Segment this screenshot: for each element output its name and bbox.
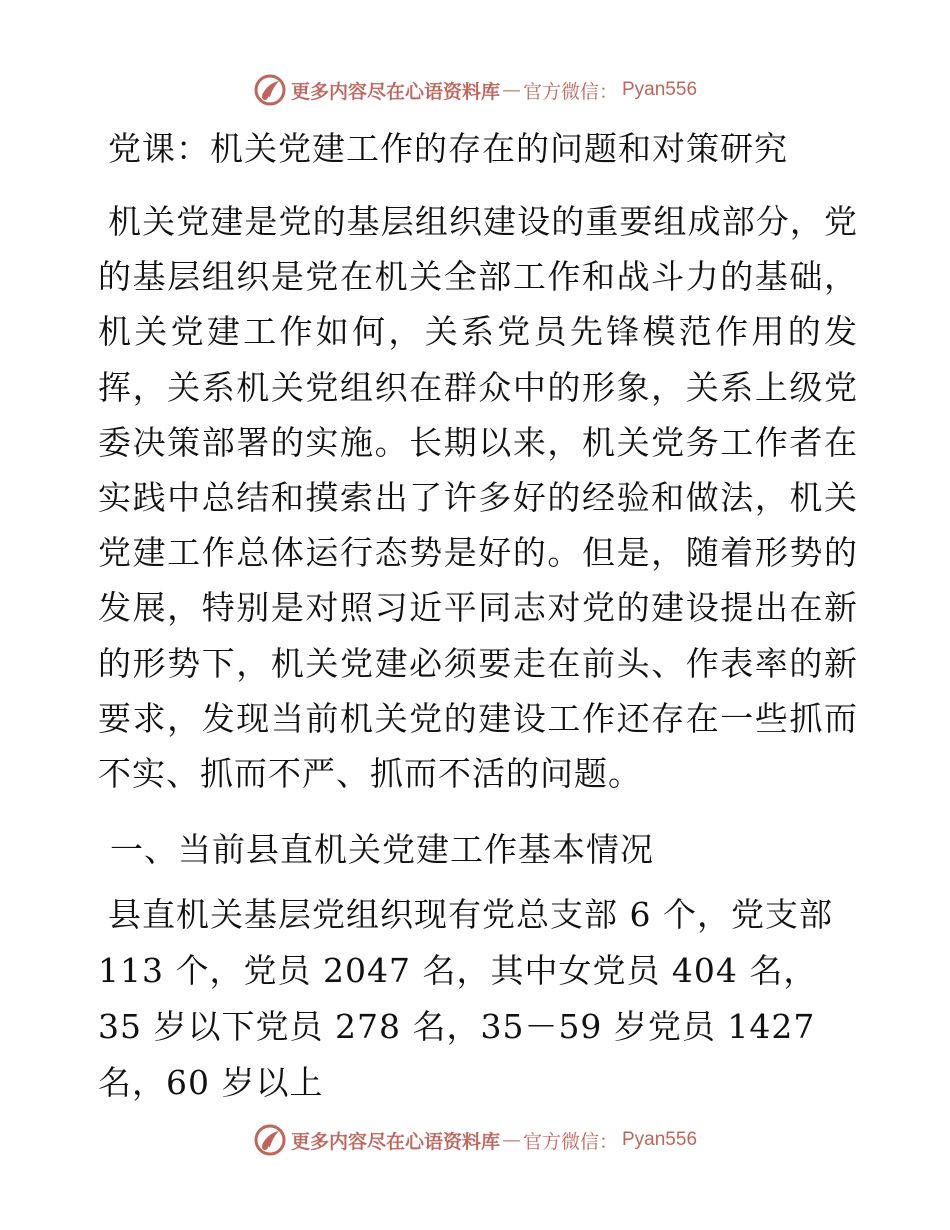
- watermark-site-text: 更多内容尽在心语资料库: [290, 80, 500, 103]
- paragraph-intro: 机关党建是党的基层组织建设的重要组成部分，党的基层组织是党在机关全部工作和战斗力的基础，机关党建工作如何，关系党员先锋模范作用的发挥，关系机关党组织在群众中的形象，关系上级党委决策部署的实施。长期以来，机关党务工作者在实践中总结和摸索出了许多好的经验和做法，机关党建工作总体运行态势是好的。但是，随着形势的发展，特别是对照习近平同志对党的建设提出在新的形势下，机关党建必须要走在前头、作表率的新要求，发现当前机关党的建设工作还存在一些抓而不实、抓而不严、抓而不活的问题。: [98, 202, 858, 794]
- watermark-wechat-id: Pyan556: [622, 79, 698, 100]
- watermark-separator: —: [501, 79, 521, 101]
- watermark-wechat-id: Pyan556: [622, 1129, 698, 1150]
- red-circle-logo-icon: [253, 73, 287, 107]
- section-heading-1: 一、当前县直机关党建工作基本情况: [110, 830, 654, 870]
- document-title: 党课：机关党建工作的存在的问题和对策研究: [108, 129, 788, 168]
- watermark-site-text: 更多内容尽在心语资料库: [290, 1130, 500, 1153]
- red-circle-logo-icon: [253, 1123, 287, 1157]
- watermark-banner-top: [0, 72, 950, 108]
- document-body: [98, 126, 858, 1111]
- paragraph-statistics: 县直机关基层党组织现有党总支部 6 个，党支部 113 个，党员 2047 名，其中女党员 404 名，35 岁以下党员 278 名，35－59 岁党员 1427 名，60 岁以上: [98, 895, 833, 1103]
- watermark-banner-bottom: [0, 1122, 950, 1158]
- watermark-separator: —: [501, 1129, 521, 1151]
- watermark-wechat-label: 官方微信：: [522, 1130, 618, 1153]
- watermark-wechat-label: 官方微信：: [522, 80, 618, 103]
